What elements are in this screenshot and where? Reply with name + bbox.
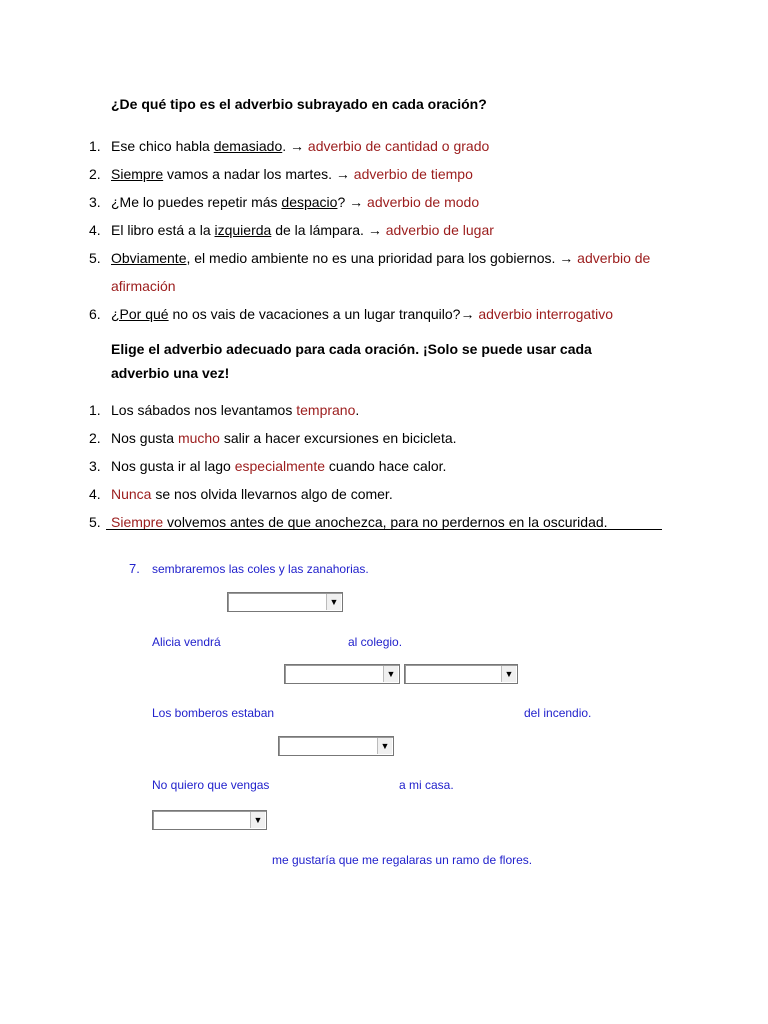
chevron-down-icon: ▼ xyxy=(377,738,392,754)
sentence-start: Alicia vendrá xyxy=(152,635,221,649)
sentence-end: me gustaría que me regalaras un ramo de flores. xyxy=(272,853,533,867)
answer-text: adverbio de afirmación xyxy=(111,250,651,294)
chevron-down-icon: ▼ xyxy=(326,594,341,610)
item-text: salir a hacer excursiones en bicicleta. xyxy=(219,430,457,446)
item-text: El libro está a la xyxy=(111,222,215,238)
item-text: de la lámpara. → xyxy=(271,222,386,238)
answer-text: Nunca xyxy=(111,486,152,502)
item-text: Nos gusta xyxy=(111,430,178,446)
sentence-start: No quiero que vengas xyxy=(152,778,270,792)
underlined-adverb: Siempre xyxy=(111,166,164,182)
adverb-select-3[interactable] xyxy=(404,664,518,684)
item-number: 3. xyxy=(89,458,101,474)
item-number: 5. xyxy=(89,514,101,530)
underlined-adverb: despacio xyxy=(281,194,338,210)
answer-text: adverbio de cantidad o grado xyxy=(307,138,490,154)
question-text: sembraremos las coles y las zanahorias. xyxy=(152,562,369,576)
item-text: ? → xyxy=(337,194,368,210)
item-text: Los sábados nos levantamos xyxy=(111,402,297,418)
chevron-down-icon: ▼ xyxy=(501,666,516,682)
answer-text: temprano xyxy=(296,402,356,418)
item-text: volvemos antes de que anochezca, para no perdernos en la oscuridad. xyxy=(163,514,608,530)
section1-title: ¿De qué tipo es el adverbio subrayado en cada oración? xyxy=(111,96,487,112)
underlined-adverb: ¿Por qué xyxy=(111,306,169,322)
item-number: 2. xyxy=(89,166,101,182)
adverb-select-2[interactable] xyxy=(284,664,400,684)
item-text: Nos gusta ir al lago xyxy=(111,458,235,474)
adverb-select-1[interactable] xyxy=(227,592,343,612)
item-number: 4. xyxy=(89,486,101,502)
underlined-adverb: izquierda xyxy=(214,222,272,238)
item-text: Ese chico habla xyxy=(111,138,214,154)
item-text: cuando hace calor. xyxy=(325,458,447,474)
answer-text: adverbio interrogativo xyxy=(478,306,613,322)
answer-text: adverbio de lugar xyxy=(385,222,494,238)
adverb-select-4[interactable] xyxy=(278,736,394,756)
underlined-adverb: demasiado xyxy=(213,138,283,154)
sentence-end: a mi casa. xyxy=(399,778,454,792)
question-number: 7. xyxy=(129,561,140,576)
sentence-start: Los bomberos estaban xyxy=(152,706,275,720)
item-number: 5. xyxy=(89,250,101,266)
item-text: , el medio ambiente no es una prioridad para los gobiernos. → xyxy=(186,250,578,266)
item-text: se nos olvida llevarnos algo de comer. xyxy=(151,486,393,502)
item-text: no os vais de vacaciones a un lugar tranquilo?→ xyxy=(168,306,479,322)
item-number: 4. xyxy=(89,222,101,238)
item-number: 3. xyxy=(89,194,101,210)
sentence-end: del incendio. xyxy=(524,706,592,720)
answer-text: especialmente xyxy=(234,458,326,474)
item-text: . xyxy=(355,402,360,418)
item-text: . → xyxy=(282,138,308,154)
item-number: 1. xyxy=(89,138,101,154)
answer-text: Siempre xyxy=(111,514,164,530)
answer-text: adverbio de tiempo xyxy=(353,166,473,182)
item-text: ¿Me lo puedes repetir más xyxy=(111,194,282,210)
item-number: 2. xyxy=(89,430,101,446)
answer-text: mucho xyxy=(177,430,220,446)
chevron-down-icon: ▼ xyxy=(250,812,265,828)
answer-text: adverbio de modo xyxy=(367,194,480,210)
underlined-adverb: Obviamente xyxy=(111,250,187,266)
adverb-select-5[interactable] xyxy=(152,810,267,830)
item-number: 1. xyxy=(89,402,101,418)
chevron-down-icon: ▼ xyxy=(383,666,398,682)
section2-title: Elige el adverbio adecuado para cada oración. ¡Solo se puede usar cada adverbio una vez! xyxy=(111,341,592,381)
divider xyxy=(106,529,662,530)
item-text: vamos a nadar los martes. → xyxy=(163,166,354,182)
sentence-end: al colegio. xyxy=(348,635,403,649)
item-number: 6. xyxy=(89,306,101,322)
